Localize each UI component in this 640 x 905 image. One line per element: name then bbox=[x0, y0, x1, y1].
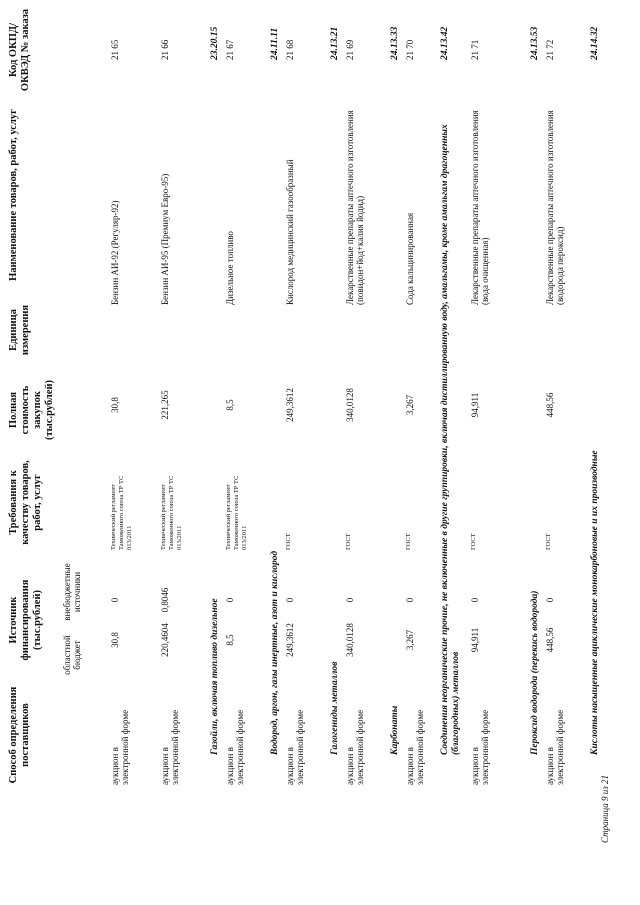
group-name: Водород, аргон, газы инертные, азот и кислород bbox=[270, 550, 280, 755]
row-budget: 0 bbox=[345, 597, 355, 603]
group-code: 24.13.21 bbox=[330, 26, 340, 60]
group-name: Газойли, включая топливо дизельное bbox=[210, 598, 220, 755]
row-budget: 0 bbox=[225, 597, 235, 603]
row-method: аукцион в электронной форме bbox=[160, 709, 180, 785]
row-requirements: Технический регламент Таможенного союза ТР ТС 013/2011 bbox=[225, 475, 248, 550]
row-extra: 94,911 bbox=[470, 627, 480, 653]
row-extra: 30,8 bbox=[110, 632, 120, 648]
row-cost: 3,267 bbox=[405, 394, 415, 416]
page-number: Страница 9 из 21 bbox=[600, 775, 610, 843]
header-code: Код ОКПД/ ОКВЭД № заказа bbox=[8, 8, 31, 92]
header-source-budget: областной бюджет bbox=[62, 635, 82, 675]
row-requirements: Технический регламент Таможенного союза ТР ТС 013/2011 bbox=[110, 475, 133, 550]
row-cost: 8,5 bbox=[225, 399, 235, 411]
row-budget: 0 bbox=[405, 597, 415, 603]
row-extra: 340,0128 bbox=[345, 623, 355, 657]
group-name: Галогениды металлов bbox=[330, 661, 340, 755]
group-code: 23.20.15 bbox=[210, 26, 220, 60]
header-source-extra: внебюджетные источники bbox=[62, 563, 82, 621]
row-requirements: ГОСТ bbox=[545, 533, 552, 550]
row-cost: 249,3612 bbox=[285, 388, 295, 422]
row-cost: 94,911 bbox=[470, 392, 480, 418]
group-name: Пероксид водорода (перекись водорода) bbox=[530, 590, 540, 755]
group-code: 24.13.53 bbox=[530, 26, 540, 60]
group-code: 24.13.42 bbox=[440, 26, 450, 60]
row-requirements: Технический регламент Таможенного союза ТР ТС 013/2011 bbox=[160, 475, 183, 550]
header-method: Способ определения поставщиков bbox=[8, 686, 31, 784]
header-unit: Единица измерения bbox=[8, 304, 31, 356]
row-name: Бензин АИ-95 (Премиум Евро-95) bbox=[160, 173, 170, 305]
row-name: Сода кальцинированная bbox=[405, 212, 415, 305]
header-name: Наименование товаров, работ, услуг bbox=[8, 109, 19, 281]
group-code: 24.14.32 bbox=[590, 26, 600, 60]
row-code: 21 72 bbox=[545, 39, 555, 60]
header-req: Требования к качеству товаров, работ, услуг bbox=[8, 460, 43, 545]
row-requirements: ГОСТ bbox=[470, 533, 477, 550]
row-name: Дизельное топливо bbox=[225, 231, 235, 305]
row-name: Лекарственные препараты аптечного изготовления (водорода пероксид) bbox=[545, 110, 565, 305]
row-method: аукцион в электронной форме bbox=[470, 709, 490, 785]
row-extra: 220,4604 bbox=[160, 623, 170, 657]
row-method: аукцион в электронной форме bbox=[545, 709, 565, 785]
row-budget: 0 bbox=[285, 597, 295, 603]
row-budget: 0 bbox=[110, 597, 120, 603]
row-name: Лекарственные препараты аптечного изготовления (вода очищенная) bbox=[470, 110, 490, 305]
row-code: 21 66 bbox=[160, 39, 170, 60]
row-code: 21 68 bbox=[285, 39, 295, 60]
row-method: аукцион в электронной форме bbox=[345, 709, 365, 785]
row-requirements: ГОСТ bbox=[345, 533, 352, 550]
row-name: Лекарственные препараты аптечного изготовления (повидон+йод+калия йодид) bbox=[345, 110, 365, 305]
row-cost: 221,265 bbox=[160, 390, 170, 420]
header-source: Источник финансирования (тыс.рублей) bbox=[8, 579, 43, 661]
row-extra: 249,3612 bbox=[285, 623, 295, 657]
group-code: 24.11.11 bbox=[270, 27, 280, 60]
row-code: 21 71 bbox=[470, 39, 480, 60]
group-name: Соединения неорганические прочие, не включенные в другие группировки, включая дистиллированную воду, амальгамы, кроме амальгам драгоценных (благородных) металлов bbox=[440, 124, 461, 755]
row-budget: 0 bbox=[470, 597, 480, 603]
row-requirements: ГОСТ bbox=[285, 533, 292, 550]
row-cost: 448,56 bbox=[545, 392, 555, 418]
header-cost: Полная стоимость закупок (тыс.рублей) bbox=[8, 379, 55, 441]
row-code: 21 65 bbox=[110, 39, 120, 60]
row-code: 21 70 bbox=[405, 39, 415, 60]
row-method: аукцион в электронной форме bbox=[225, 709, 245, 785]
row-cost: 340,0128 bbox=[345, 388, 355, 422]
row-extra: 3,267 bbox=[405, 629, 415, 651]
row-extra: 448,56 bbox=[545, 627, 555, 653]
row-code: 21 67 bbox=[225, 39, 235, 60]
row-method: аукцион в электронной форме bbox=[285, 709, 305, 785]
group-code: 24.13.33 bbox=[390, 26, 400, 60]
group-name: Кислоты насыщенные ациклические монокарбоновые и их производные bbox=[590, 450, 600, 755]
row-requirements: ГОСТ bbox=[405, 533, 412, 550]
row-method: аукцион в электронной форме bbox=[405, 709, 425, 785]
row-code: 21 69 bbox=[345, 39, 355, 60]
group-name: Карбонаты bbox=[390, 705, 400, 755]
row-budget: 0,8046 bbox=[160, 587, 170, 613]
row-extra: 8,5 bbox=[225, 634, 235, 646]
row-name: Кислород медицинский газообразный bbox=[285, 159, 295, 305]
row-budget: 0 bbox=[545, 597, 555, 603]
row-method: аукцион в электронной форме bbox=[110, 709, 130, 785]
row-cost: 30,8 bbox=[110, 397, 120, 413]
row-name: Бензин АИ-92 (Регуляр-92) bbox=[110, 200, 120, 305]
